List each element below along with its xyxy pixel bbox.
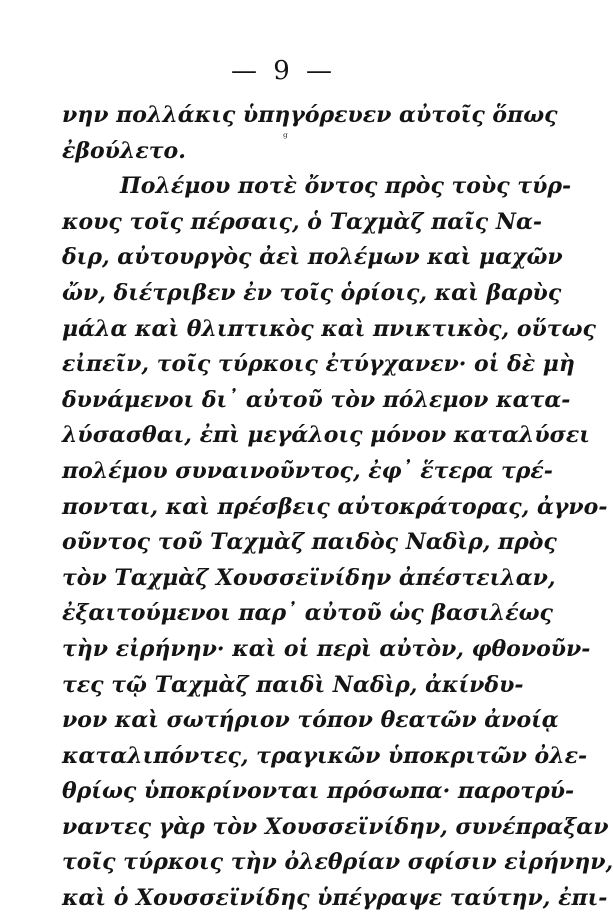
text-line: τες τῷ Ταχμὰζ παιδὶ Ναδὶρ, ἀκίνδυ-: [62, 671, 524, 698]
text-line: τὴν εἰρήνην· καὶ οἱ περὶ αὐτὸν, φθονοῦν-: [62, 635, 591, 662]
text-line: τὸν Ταχμὰζ Χουσσεϊνίδην ἀπέστειλαν,: [62, 564, 556, 591]
text-line: Πολέμου ποτὲ ὄντος πρὸς τοὺς τύρ-: [120, 173, 572, 200]
text-line: νην πολλάκις ὑπηγόρευεν αὐτοῖς ὅπως: [62, 102, 558, 128]
text-line: μάλα καὶ θλιπτικὸς καὶ πνικτικὸς, οὕτως: [62, 315, 596, 342]
text-line: ὤν, διέτριβεν ἐν τοῖς ὁρίοις, καὶ βαρὺς: [62, 279, 562, 306]
text-line: καταλιπόντες, τραγικῶν ὑποκριτῶν ὀλε-: [62, 742, 588, 769]
text-line: διρ, αὐτουργὸς ἀεὶ πολέμων καὶ μαχῶν: [62, 244, 563, 271]
ink-speck: ᵍ: [283, 130, 288, 144]
text-line: δυνάμενοι δι᾽ αὐτοῦ τὸν πόλεμον κατα-: [62, 386, 571, 413]
text-line: πολέμου συναινοῦντος, ἐφ᾽ ἕτερα τρέ-: [62, 457, 553, 484]
text-line: οῦντος τοῦ Ταχμὰζ παιδὸς Ναδὶρ, πρὸς: [62, 529, 557, 556]
text-line: θρίως ὑποκρίνονται πρόσωπα· παροτρύ-: [62, 778, 575, 805]
text-line: λύσασθαι, ἐπὶ μεγάλοις μόνον καταλύσει: [62, 422, 590, 449]
text-line: τοῖς τύρκοις τὴν ὀλεθρίαν σφίσιν εἰρήνην,: [62, 849, 613, 876]
text-line: ναντες γὰρ τὸν Χουσσεϊνίδην, συνέπραξαν: [62, 813, 609, 840]
text-line: καὶ ὁ Χουσσεϊνίδης ὑπέγραψε ταύτην, ἐπι-: [62, 885, 608, 912]
text-line: ἐξαιτούμενοι παρ᾽ αὐτοῦ ὡς βασιλέως: [62, 600, 553, 627]
text-line: πονται, καὶ πρέσβεις αὐτοκράτορας, ἀγνο-: [62, 493, 608, 520]
text-line: εἰπεῖν, τοῖς τύρκοις ἐτύγχανεν· οἱ δὲ μὴ: [62, 351, 575, 378]
text-line: νον καὶ σωτήριον τόπον θεατῶν ἀνοίᾳ: [62, 707, 559, 734]
text-line: ἐβούλετο.: [62, 137, 186, 164]
body-text: [62, 98, 613, 917]
page-number: — 9 —: [230, 56, 337, 86]
text-line: κους τοῖς πέρσαις, ὁ Ταχμὰζ παῖς Να-: [62, 208, 543, 235]
